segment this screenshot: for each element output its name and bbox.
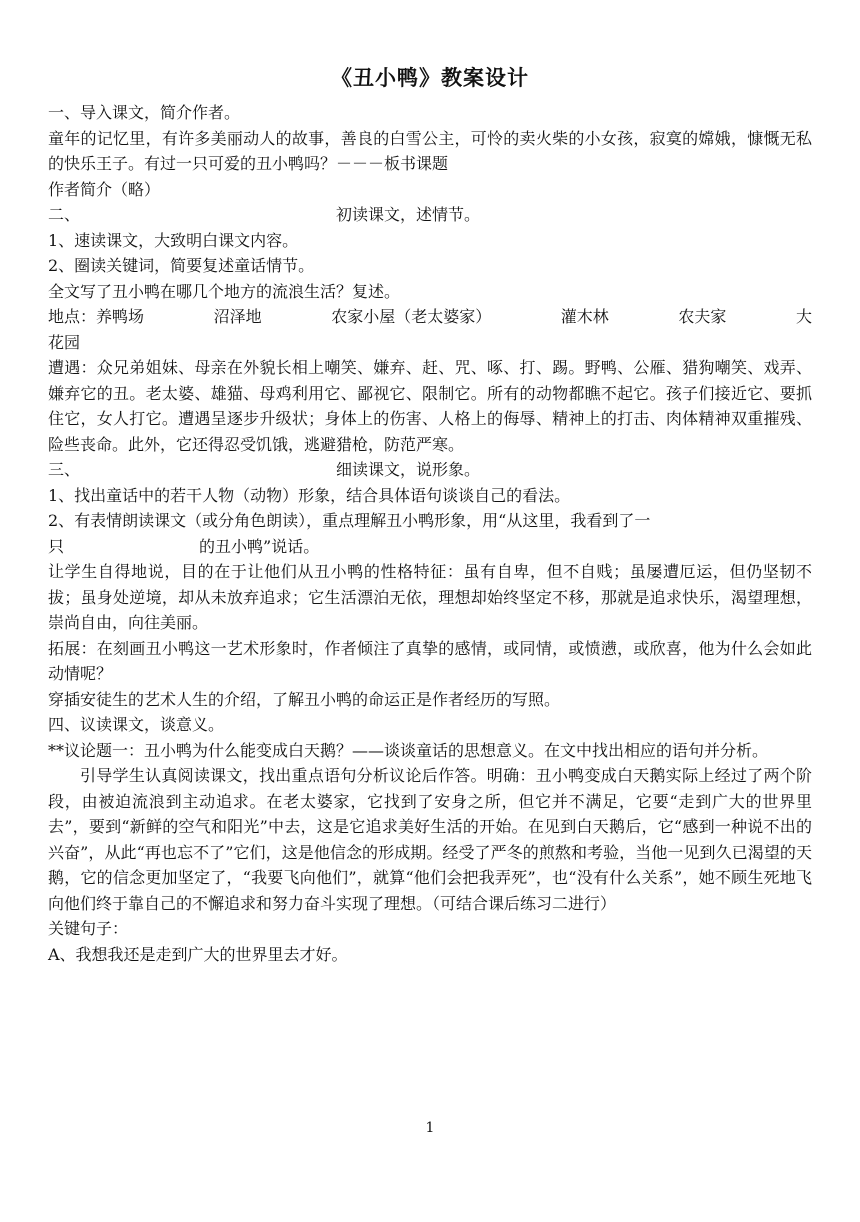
section-3-item-1: 1、找出童话中的若干人物（动物）形象，结合具体语句谈谈自己的看法。	[48, 485, 571, 505]
section-4-paragraph: 引导学生认真阅读课文，找出重点语句分析议论后作答。明确：丑小鸭变成白天鹅实际上经过了两个阶段，由被迫流浪到主动追求。在老太婆家，它找到了安身之所，但它并不满足，它要“走到广大的世界里去”，要到“新鲜的空气和阳光”中去，这是它追求美好生活的开始。在见到白天鹅后，它“感到一种说不出的兴奋”，从此“再也忘不了”它们，这是他信念的形成期。经受了严冬的煎熬和考验，当他一见到久已渴望的天鹅，它的信念更加坚定了，“我要飞向他们”，就算“他们会把我弄死”，也“没有什么关系”，她不顾生死地飞向他们终于靠自己的不懈追求和努力奋斗实现了理想。（可结合课后练习二进行）	[48, 766, 812, 913]
page-number: 1	[425, 1120, 435, 1136]
place-item: 灌木林	[560, 307, 609, 326]
place-item: 农夫家	[678, 307, 727, 326]
item-2-end: 的丑小鸭”说话。	[199, 536, 320, 556]
section-2-item-2: 2、圈读关键词，简要复述童话情节。	[48, 256, 315, 275]
places-tail: 花园	[48, 332, 81, 352]
section-3-item-2: 2、有表情朗读课文（或分角色朗读），重点理解丑小鸭形象，用“从这里，我看到了一	[48, 511, 651, 530]
places-row	[48, 304, 812, 330]
section-2-title: 初读课文，述情节。	[336, 205, 481, 224]
section-3-extension: 拓展：在刻画丑小鸭这一艺术形象时，作者倾注了真挚的感情，或同情，或愤懑，或欣喜，他为什么会如此动情呢？	[48, 638, 812, 683]
place-item: 大	[795, 307, 812, 326]
section-3-heading	[48, 457, 812, 483]
section-4-heading: 四、议读课文，谈意义。	[48, 715, 225, 734]
section-4-key-label: 关键句子：	[48, 919, 129, 938]
section-1-intro: 童年的记忆里，有许多美丽动人的故事，善良的白雪公主，可怜的卖火柴的小女孩，寂寞的嫦娥，慷慨无私的快乐王子。有过一只可爱的丑小鸭吗？－－－板书课题	[48, 128, 812, 173]
place-item: 沼泽地	[213, 307, 262, 326]
item-2-start: 只	[48, 536, 65, 556]
section-1-author: 作者简介（略）	[48, 179, 161, 199]
section-2-encounters: 遭遇：众兄弟姐妹、母亲在外貌长相上嘲笑、嫌弃、赶、咒、啄、打、踢。野鸭、公雁、猎狗嘲笑、戏弄、嫌弃它的丑。老太婆、雄猫、母鸡利用它、鄙视它、限制它。所有的动物都瞧不起它。孩子们接近它、要抓住它，女人打它。遭遇呈逐步升级状；身体上的伤害、人格上的侮辱、精神上的打击、肉体精神双重摧残、险些丧命。此外，它还得忍受饥饿，逃避猎枪，防范严寒。	[48, 358, 812, 454]
section-4-topic: **议论题一：丑小鸭为什么能变成白天鹅？——谈谈童话的思想意义。在文中找出相应的语句并分析。	[48, 740, 769, 760]
section-3-paragraph: 让学生自得地说，目的在于让他们从丑小鸭的性格特征：虽有自卑，但不自贱；虽屡遭厄运，但仍坚韧不拔；虽身处逆境，却从未放弃追求；它生活漂泊无依，理想却始终坚定不移，那就是追求快乐，渴望理想，崇尚自由，向往美丽。	[48, 562, 812, 632]
document-body	[48, 100, 812, 967]
section-1-heading: 一、导入课文，简介作者。	[48, 103, 241, 122]
section-3-insert: 穿插安徒生的艺术人生的介绍，了解丑小鸭的命运正是作者经历的写照。	[48, 689, 561, 709]
section-3-item-2-cont	[48, 534, 812, 560]
section-2-question: 全文写了丑小鸭在哪几个地方的流浪生活？复述。	[48, 281, 401, 301]
section-4-key-a: A、我想我还是走到广大的世界里去才好。	[48, 944, 348, 964]
places-label: 地点：养鸭场	[48, 307, 145, 326]
section-3-number: 三、	[48, 460, 81, 479]
section-3-title: 细读课文，说形象。	[336, 460, 481, 479]
section-2-heading	[48, 202, 812, 228]
section-2-number: 二、	[48, 205, 81, 224]
place-item: 农家小屋（老太婆家）	[331, 307, 492, 326]
section-2-item-1: 1、速读课文，大致明白课文内容。	[48, 230, 299, 250]
document-title: 《丑小鸭》教案设计	[331, 66, 529, 90]
